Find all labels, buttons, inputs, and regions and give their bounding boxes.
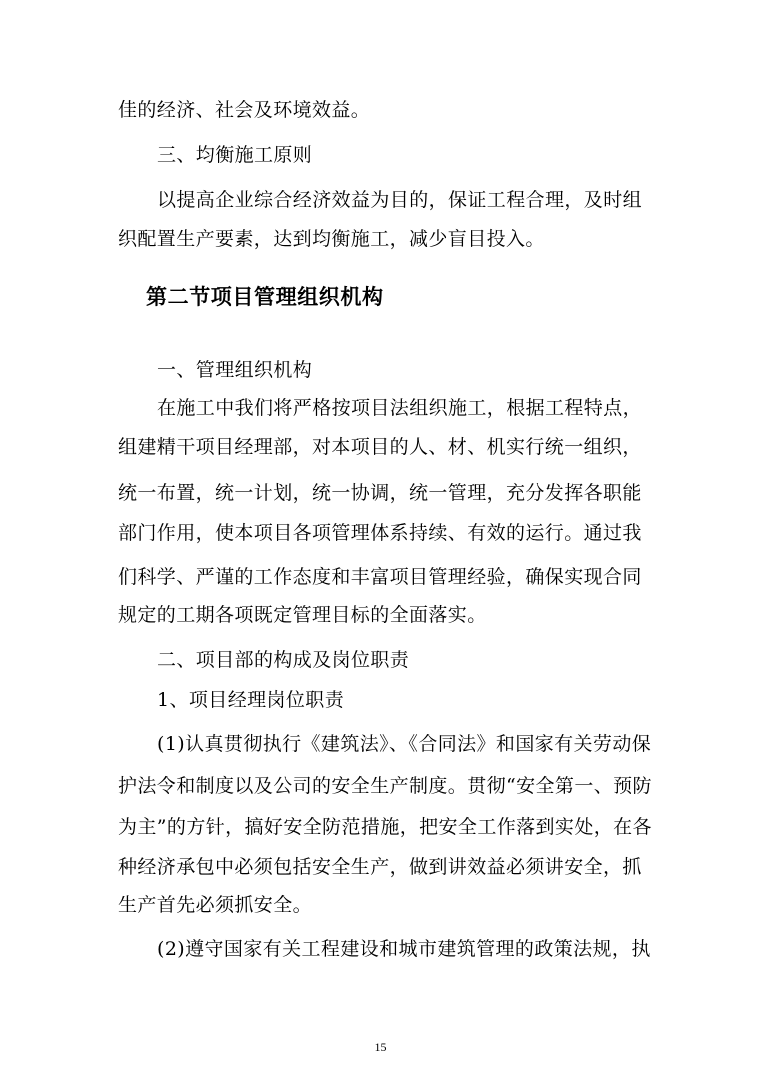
paragraph-line: 生产首先必须抓安全。	[118, 894, 313, 916]
page-number: 15	[374, 1040, 387, 1054]
paragraph-line: 以提高企业综合经济效益为目的，保证工程合理，及时组	[157, 189, 643, 211]
paragraph-line: 织配置生产要素，达到均衡施工，减少盲目投入。	[118, 228, 545, 250]
paragraph-line: 统一布置，统一计划，统一协调，统一管理，充分发挥各职能	[118, 482, 642, 504]
subsection-heading: 三、均衡施工原则	[157, 144, 313, 166]
paragraph-line: 规定的工期各项既定管理目标的全面落实。	[118, 604, 487, 626]
subsection-heading: 一、管理组织机构	[157, 359, 313, 381]
item-heading: 1、项目经理岗位职责	[157, 689, 345, 711]
paragraph-line: 为主”的方针，搞好安全防范措施，把安全工作落到实处，在各	[118, 816, 652, 838]
paragraph-line: 佳的经济、社会及环境效益。	[118, 99, 371, 121]
section-heading: 第二节项目管理组织机构	[146, 284, 384, 309]
paragraph-line: 在施工中我们将严格按项目法组织施工，根据工程特点，	[157, 397, 643, 419]
paragraph-line: 种经济承包中必须包括安全生产，做到讲效益必须讲安全，抓	[118, 856, 642, 878]
paragraph-line: 组建精干项目经理部，对本项目的人、材、机实行统一组织，	[118, 436, 642, 458]
subsection-heading: 二、项目部的构成及岗位职责	[157, 649, 410, 671]
paragraph-line: 部门作用，使本项目各项管理体系持续、有效的运行。通过我	[118, 522, 642, 544]
paragraph-line: (1)认真贯彻执行《建筑法》、《合同法》和国家有关劳动保	[157, 733, 652, 755]
paragraph-line: 们科学、严谨的工作态度和丰富项目管理经验，确保实现合同	[118, 566, 642, 588]
paragraph-line: 护法令和制度以及公司的安全生产制度。贯彻“安全第一、预防	[118, 775, 652, 797]
paragraph-line: (2)遵守国家有关工程建设和城市建筑管理的政策法规，执	[157, 938, 651, 960]
